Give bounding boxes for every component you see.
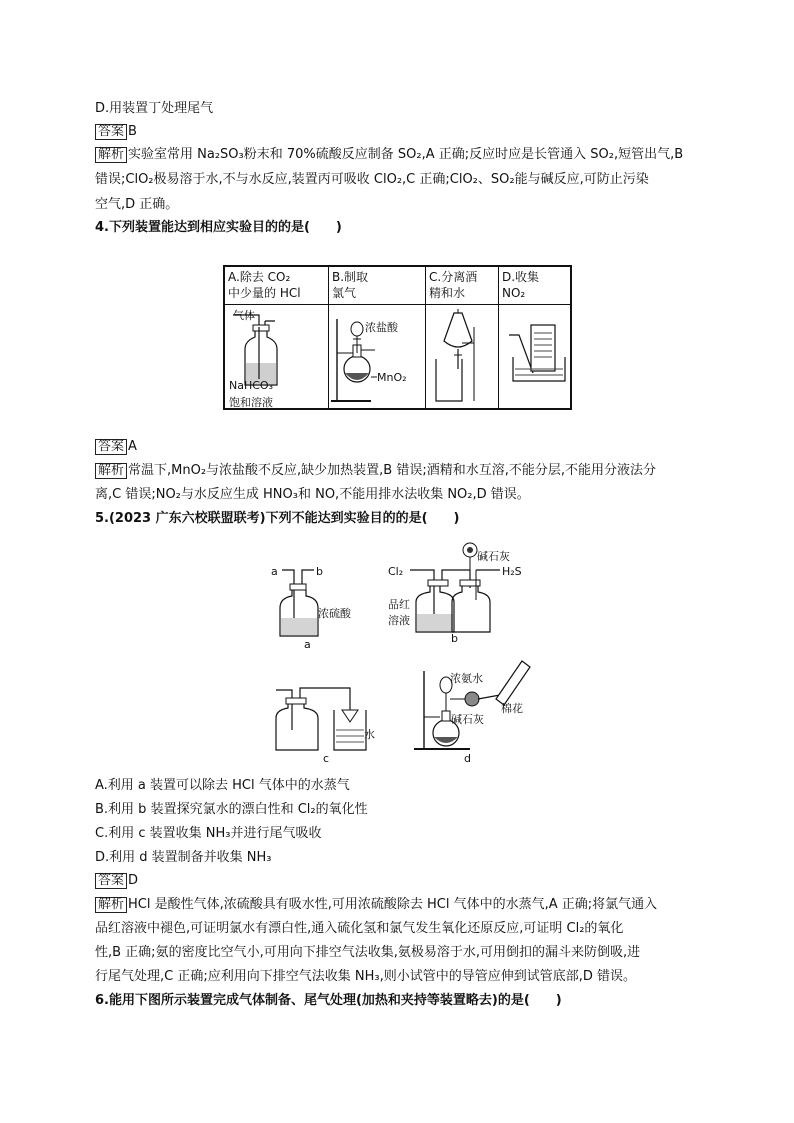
cl2-label: Cl₂ <box>388 565 404 578</box>
analysis-tag: 解析 <box>95 463 127 479</box>
header-b: B.制取 氯气 <box>329 267 425 305</box>
cotton-label: 棉花 <box>501 702 523 715</box>
soda-lime-label: 碱石灰 <box>477 550 510 563</box>
q4-stem: 4.下列装置能达到相应实验目的的是( ) <box>95 220 342 235</box>
q5-answer <box>95 873 138 889</box>
answer-tag: 答案 <box>95 439 127 455</box>
q6-stem: 6.能用下图所示装置完成气体制备、尾气处理(加热和夹持等装置略去)的是( ) <box>95 993 562 1008</box>
option-d-text: D.用装置丁处理尾气 <box>95 101 214 116</box>
figure-b-caption: b <box>451 632 458 645</box>
soda-lime-d-label: 碱石灰 <box>451 713 484 726</box>
q5-stem: 5.(2023 广东六校联盟联考)下列不能达到实验目的的是( ) <box>95 511 460 526</box>
analysis-text: 实验室常用 Na₂SO₃粉末和 70%硫酸反应制备 SO₂,A 正确;反应时应是长管通入 SO₂,短管出气,B <box>128 147 684 162</box>
q3-analysis-line-2: 错误;ClO₂极易溶于水,不与水反应,装置丙可吸收 ClO₂,C 正确;ClO₂、SO₂能与碱反应,可防止污染 <box>95 172 649 187</box>
answer-value: B <box>128 124 137 139</box>
header-c: C.分离酒 精和水 <box>426 267 498 305</box>
analysis-text: 常温下,MnO₂与浓盐酸不反应,缺少加热装置,B 错误;酒精和水互溶,不能分层,不能用分液法分 <box>128 463 657 478</box>
q5-analysis-line-3: 性,B 正确;氨的密度比空气小,可用向下排空气法收集,氨极易溶于水,可用倒扣的漏斗来防倒吸,进 <box>95 945 641 960</box>
figure-c-illustration <box>270 680 380 755</box>
mno2-label: MnO₂ <box>377 371 407 384</box>
answer-value: A <box>128 439 137 454</box>
q4-answer <box>95 439 137 455</box>
nahco3-label: NaHCO₃ <box>229 379 273 392</box>
q5-analysis-line-2: 品红溶液中褪色,可证明氯水有漂白性,通入硫化氢和氯气发生氧化还原反应,可证明 Cl₂的氧化 <box>95 921 624 936</box>
q4-analysis-line-1 <box>95 463 656 479</box>
conc-hcl-label: 浓盐酸 <box>365 321 398 334</box>
q5-analysis-line-4: 行尾气处理,C 正确;应利用向下排空气法收集 NH₃,则小试管中的导管应伸到试管底部,D 错误。 <box>95 969 636 984</box>
q5-option-c: C.利用 c 装置收集 NH₃并进行尾气吸收 <box>95 826 322 841</box>
gas-label: 气体 <box>233 309 255 322</box>
figure-a-caption: a <box>304 638 311 651</box>
figure-c-caption: c <box>323 752 330 765</box>
q4-apparatus-table <box>223 265 572 410</box>
separatory-funnel-illustration <box>428 307 498 409</box>
q5-option-d: D.利用 d 装置制备并收集 NH₃ <box>95 850 272 865</box>
q5-analysis-line-1 <box>95 897 657 913</box>
analysis-text: HCl 是酸性气体,浓硫酸具有吸水性,可用浓硫酸除去 HCl 气体中的水蒸气,A 正确;将氯气通入 <box>128 897 658 912</box>
solution-label: 溶液 <box>388 614 410 627</box>
saturated-label: 饱和溶液 <box>229 396 273 409</box>
water-label: 水 <box>364 728 375 741</box>
answer-tag: 答案 <box>95 873 127 889</box>
water-collection-illustration <box>501 307 571 409</box>
conc-sulfuric-label: 浓硫酸 <box>318 607 351 620</box>
q5-option-b: B.利用 b 装置探究氯水的漂白性和 Cl₂的氧化性 <box>95 802 368 817</box>
answer-value: D <box>128 873 139 888</box>
port-a-label: a <box>271 565 278 578</box>
answer-tag: 答案 <box>95 124 127 140</box>
port-b-label: b <box>316 565 323 578</box>
q3-analysis-line-1 <box>95 147 683 163</box>
h2s-label: H₂S <box>502 565 522 578</box>
conc-ammonia-label: 浓氨水 <box>450 672 483 685</box>
analysis-tag: 解析 <box>95 147 127 163</box>
pinred-label: 品红 <box>388 598 410 611</box>
q4-analysis-line-2: 离,C 错误;NO₂与水反应生成 HNO₃和 NO,不能用排水法收集 NO₂,D 错误。 <box>95 487 530 502</box>
q3-answer <box>95 124 137 140</box>
analysis-tag: 解析 <box>95 897 127 913</box>
header-a: A.除去 CO₂ 中少量的 HCl <box>225 267 328 305</box>
q5-option-a: A.利用 a 装置可以除去 HCl 气体中的水蒸气 <box>95 778 350 793</box>
header-d: D.收集 NO₂ <box>499 267 570 305</box>
figure-b-illustration <box>400 540 540 640</box>
q3-analysis-line-3: 空气,D 正确。 <box>95 197 179 212</box>
figure-d-caption: d <box>464 752 471 765</box>
